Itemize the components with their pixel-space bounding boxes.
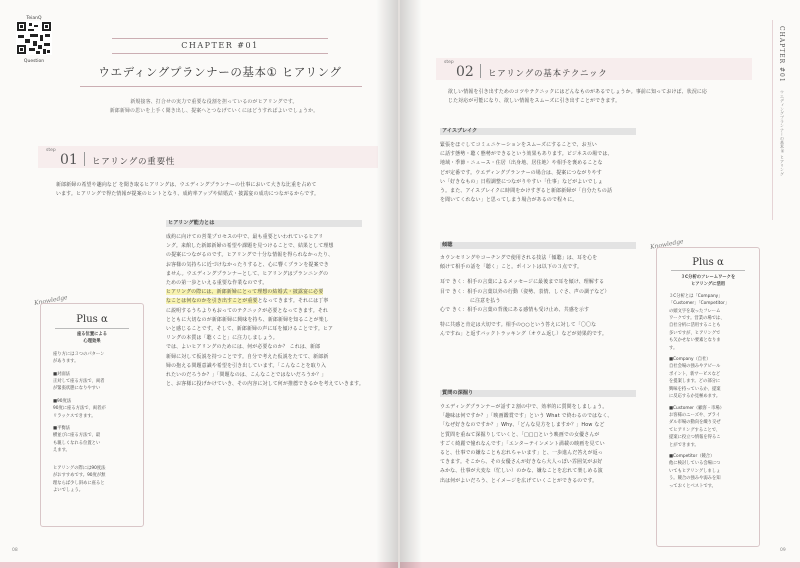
side-tab-title: ウエディングプランナーの基本① ヒアリング bbox=[780, 90, 785, 176]
side-line: えます。 bbox=[53, 448, 70, 454]
listening-point: 目で きく：相手の言葉以外の行動（姿勢、表情、しぐさ、声の調子など） bbox=[440, 288, 610, 295]
ability-line: リングの本質は「聴くこと」に注力しましょう。 bbox=[166, 335, 278, 342]
gutter-shadow-left bbox=[376, 0, 398, 568]
side-tab bbox=[772, 20, 795, 220]
side-line: 他に検討している会場につ bbox=[669, 461, 721, 467]
step-title: ヒアリングの基本テクニック bbox=[488, 69, 608, 79]
step-title: ヒアリングの重要性 bbox=[92, 157, 176, 167]
step-band bbox=[38, 146, 378, 168]
ability-line: とともに大切なのが新郎新婦に興味を持ち、新郎新婦を知ることが楽し bbox=[166, 316, 329, 323]
intro-line: 欲しい情報を引き出すためのコツやテクニックにはどんなものがあるでしょうか。事前に知っておけば、状況に応 bbox=[448, 89, 708, 95]
side-line: 多いですが、ヒアリングで bbox=[669, 330, 721, 336]
plus-rule bbox=[671, 270, 745, 271]
side-line: 「Customer」「Competitor」 bbox=[669, 301, 730, 307]
page-number: 08 bbox=[12, 548, 18, 553]
section-heading: 質問の深掘り bbox=[442, 390, 474, 396]
intro-text bbox=[56, 181, 366, 199]
side-line: 興味を持っているか、提案 bbox=[669, 386, 721, 392]
side-item-heading: ■対面法 bbox=[53, 371, 70, 377]
gutter-shadow-right bbox=[400, 0, 422, 568]
side-line: ポイント、新サービスなど bbox=[669, 371, 721, 377]
lead-text bbox=[64, 98, 364, 116]
side-line: も欠かせない要素となりま bbox=[669, 338, 721, 344]
side-line: ダル市場の動向を織り交ぜ bbox=[669, 420, 721, 426]
side-line: ヒアリングの際には90度法 bbox=[53, 465, 106, 471]
ability-line: と、お客様に投げかけていき、その内容に対して何が推薦できるかを考えていきます。 bbox=[166, 381, 364, 388]
chapter-label: CHAPTER #01 bbox=[181, 41, 259, 50]
body-line: んですね」と返すバックトラッキング（オウム返し）などが効果的です。 bbox=[440, 331, 607, 338]
body-line: てきます。そこから、その女優さんが好きなら大人っぽい雰囲気がお好 bbox=[440, 459, 603, 466]
side-line: 横並びに座る方法で、最 bbox=[53, 433, 101, 439]
side-title-line: 心理効果 bbox=[83, 339, 101, 345]
listening-point: に注意を払う bbox=[470, 297, 501, 304]
body-line: 「趣味は何ですか？」「映画鑑賞です」という What で終わるのではなく、 bbox=[440, 413, 613, 420]
ability-line: ません。ウエディングプランナーとして、ヒアリングはプランニングの bbox=[166, 270, 329, 277]
side-line: が緊張状態になりやすい bbox=[53, 386, 101, 392]
side-line: の頭文字を取ったフレーム bbox=[669, 308, 721, 314]
step-number: 01 bbox=[60, 152, 78, 168]
side-line: も親しくなれる位置とい bbox=[53, 440, 101, 446]
listening-point: 耳で きく：相手の言葉によるメッセージに最後まで耳を傾け、理解する bbox=[440, 279, 605, 286]
plus-rule bbox=[55, 328, 129, 329]
lead-line: 新規接客、打合せの実力で重要な役割を担っているのがヒアリングです。 bbox=[130, 99, 298, 105]
ability-text bbox=[166, 233, 370, 389]
logo-top-text: TeianQ bbox=[26, 16, 42, 21]
plus-alpha-box bbox=[40, 303, 144, 527]
side-line: 理ならば少し斜めに座ると bbox=[53, 480, 105, 486]
side-line: す。 bbox=[669, 345, 678, 351]
side-line: を提案します。どの部分に bbox=[669, 379, 721, 385]
side-line: ワークです。営業の場では、 bbox=[669, 316, 725, 322]
side-title-line: ３C分析のフレームワークを bbox=[680, 275, 736, 280]
lead-line: 新郎新婦の思いを上手く聞き出し、提案へとつなげていくにはどうすればよいでしょうか。 bbox=[109, 108, 319, 115]
side-line: に反応するか見極めます。 bbox=[669, 394, 721, 400]
side-line: 自社会場の強みやアピール bbox=[669, 364, 721, 370]
step-label: step bbox=[46, 148, 56, 153]
side-line: リラックスできます。 bbox=[53, 413, 96, 419]
side-item-heading: ■平衡法 bbox=[53, 426, 70, 432]
body-line: い「好きなもの」日程調整につながりやすい「仕事」などがよいでしょ bbox=[440, 178, 603, 185]
body-line: う。また、アイスブレイクに時間をかけすぎると新郎新婦が「自分たちの話 bbox=[440, 188, 613, 195]
side-line: いてもヒアリングしましょ bbox=[669, 468, 721, 474]
body-line: ると、仕事での嫌なことも忘れちゃいます」と、一歩進んだ答えが返っ bbox=[440, 450, 603, 457]
ability-line: 成約に向けての営業プロセスの中で、最も重要といわれているヒアリ bbox=[166, 234, 324, 240]
body-line: カウンセリングやコーチングで使用される技法「傾聴」は、耳を心を bbox=[440, 255, 598, 261]
ability-line: ための第一歩といえる重要な作業なのです。 bbox=[166, 280, 268, 287]
ability-line: いと感じることです。そして、新郎新婦の声に耳を傾けることです。ヒア bbox=[166, 326, 334, 333]
intro-line: 新郎新婦の希望や趣向など を聞き取るヒアリングは、ウエディングプランナーの仕事において大きな比重を占めて bbox=[56, 182, 317, 188]
listening-text bbox=[440, 254, 646, 340]
side-item-heading: ■Competitor（競合） bbox=[669, 453, 715, 459]
section-heading: アイスブレイク bbox=[442, 128, 478, 134]
ability-line: 婦の抱える問題意識や希望を引き出しています。「こんなことを取り入 bbox=[166, 362, 327, 369]
teianq-logo bbox=[16, 16, 52, 64]
step-divider bbox=[84, 152, 85, 166]
body-line: 「なぜ好きなのですか？」Why、「どんな見方をしますか？」How など bbox=[440, 422, 605, 429]
side-body bbox=[669, 293, 759, 490]
plus-alpha-box bbox=[656, 247, 760, 547]
right-page bbox=[400, 0, 800, 568]
side-item-heading: ■90度法 bbox=[53, 398, 72, 404]
side-title-line: ヒアリングに活用 bbox=[690, 282, 726, 288]
plus-alpha-heading: Plus α bbox=[692, 257, 724, 268]
page-number: 09 bbox=[780, 548, 786, 553]
side-line: 座り方には３つのパターン bbox=[53, 351, 105, 357]
logo-bottom-text: Question bbox=[23, 59, 45, 64]
ability-line: 新婦に対して仮説を持つことです。自分で考えた仮説をたてて、新郎新 bbox=[166, 353, 329, 360]
ability-line: の提案につながるのです。ヒアリングで十分な情報を得られなかったり、 bbox=[166, 252, 334, 259]
ability-line: となってきます。それには丁寧 bbox=[257, 298, 329, 305]
body-line: を聞いてくれない」と思ってしまう場合があるので程々に。 bbox=[440, 197, 578, 204]
left-page bbox=[0, 0, 398, 568]
side-line: がおすすめです。90度が無 bbox=[53, 473, 106, 479]
listening-point: 心で きく：相手の言葉の背後にある感情も受け止め、共感を示す bbox=[440, 307, 590, 314]
body-line: 地域・季節・ニュース・住居（出身地、居住地）や相手を褒めることな bbox=[440, 160, 603, 167]
side-title bbox=[41, 331, 143, 346]
ability-line: お客様の気持ちに近づけなかったりすると、心に響くプランを提案でき bbox=[166, 261, 329, 268]
intro-text bbox=[448, 88, 766, 106]
body-line: みかな、仕事が大変な（忙しい）のかな、嫌なことを忘れて楽しめる演 bbox=[440, 468, 603, 475]
side-line: う。競合の強みや弱みを知 bbox=[669, 476, 721, 482]
side-line: とができます。 bbox=[669, 442, 699, 448]
body-line: ウエディングプランナーが話す２割の中で、効率的に質問をしましょう。 bbox=[440, 404, 608, 410]
highlighted-text: ヒアリングの際には、新郎新婦にとって理想の結婚式・披露宴に必要 bbox=[166, 289, 324, 296]
step-divider bbox=[480, 64, 481, 78]
side-line: お客様のニーズや、ブライ bbox=[669, 412, 721, 418]
body-line: すごく綺麗で憧れなんです」「エンターテインメント満載の映画を見てい bbox=[440, 440, 605, 447]
body-line: 傾けて相手の話を「聴く」こと。ポイントは以下の３点です。 bbox=[440, 264, 583, 271]
section-heading: ヒアリング能力とは bbox=[168, 220, 215, 226]
side-line: っておくとベストです。 bbox=[669, 483, 716, 489]
body-line: と質問を重ねて深掘りしていくと、「□□□という映画での女優さんが bbox=[440, 431, 600, 438]
side-title-line: 座る位置による bbox=[76, 332, 108, 337]
side-item-heading: ■Company（自社） bbox=[669, 357, 711, 363]
ability-line: れたいのだろうか？」「問題なのは、こんなことではないだろうか？」 bbox=[166, 372, 327, 379]
side-line: ３C分析とは「Company」 bbox=[669, 293, 723, 299]
chapter-label-box bbox=[112, 38, 328, 54]
qr-code-icon bbox=[16, 21, 52, 55]
body-line: 緊張をほぐしてコミュニケーションをスムーズにすることで、お互い bbox=[440, 142, 597, 148]
plus-alpha-heading: Plus α bbox=[76, 314, 108, 325]
page-title: ウエディングプランナーの基本① ヒアリング bbox=[98, 65, 342, 79]
icebreak-text bbox=[440, 141, 646, 205]
side-line: 正対して座る方法で、両者 bbox=[53, 379, 105, 385]
step-number: 02 bbox=[456, 64, 474, 80]
intro-line: じた対応が可能になり、欲しい情報をスムーズに引き出すことができます。 bbox=[448, 98, 621, 105]
title-rule bbox=[80, 86, 362, 87]
body-line: 出は何がよいだろう、とイメージを広げていくことができるのです。 bbox=[440, 477, 598, 484]
knowledge-script: Knowledge bbox=[33, 294, 69, 307]
step-label: step bbox=[444, 60, 454, 65]
section-heading-bar bbox=[440, 242, 636, 249]
intro-line: います。ヒアリングで得た情報が提案のヒントとなり、成約率アップや結婚式・披露宴の成功につながるからです。 bbox=[56, 191, 320, 198]
highlighted-text: なことは何なのかを引き出すことが重要 bbox=[166, 298, 258, 305]
side-item-heading: ■Customer（顧客・市場） bbox=[669, 405, 725, 411]
ability-line: では、よいヒアリングのためには、何が必要なのか？ これは、新郎 bbox=[166, 344, 321, 351]
side-line: 提案に役立つ情報を得るこ bbox=[669, 435, 721, 441]
side-line: 自社分析に活用することも bbox=[669, 323, 721, 329]
side-body bbox=[53, 351, 143, 495]
body-line: に話す態勢・聴く態勢ができるという効果もあります。ビジネスの場では、 bbox=[440, 151, 613, 158]
ability-line: に説明するうちよりもおってのテクニックが必要となってきます。それ bbox=[166, 307, 329, 314]
side-line: 90度に座る方法で、両者が bbox=[53, 406, 106, 412]
side-line: てヒアリングすることで、 bbox=[669, 427, 721, 433]
body-line: 特に共感と肯定は大切です。相手の○○という答えに対して「〇〇な bbox=[440, 322, 597, 329]
knowledge-script: Knowledge bbox=[649, 238, 685, 251]
side-line: よいでしょう。 bbox=[53, 487, 84, 493]
body-line: どが定番です。ウエディングプランナーの場合は、提案につながりやす bbox=[440, 169, 602, 176]
section-heading: 傾聴 bbox=[442, 242, 453, 248]
side-title bbox=[657, 274, 759, 289]
ability-line: ング。来館した新郎新婦の希望や課題を見つけることで、結果として理想 bbox=[166, 243, 334, 250]
deep-text bbox=[440, 403, 646, 486]
side-tab-chapter: CHAPTER #01 bbox=[778, 26, 785, 83]
side-line: があります。 bbox=[53, 359, 79, 365]
